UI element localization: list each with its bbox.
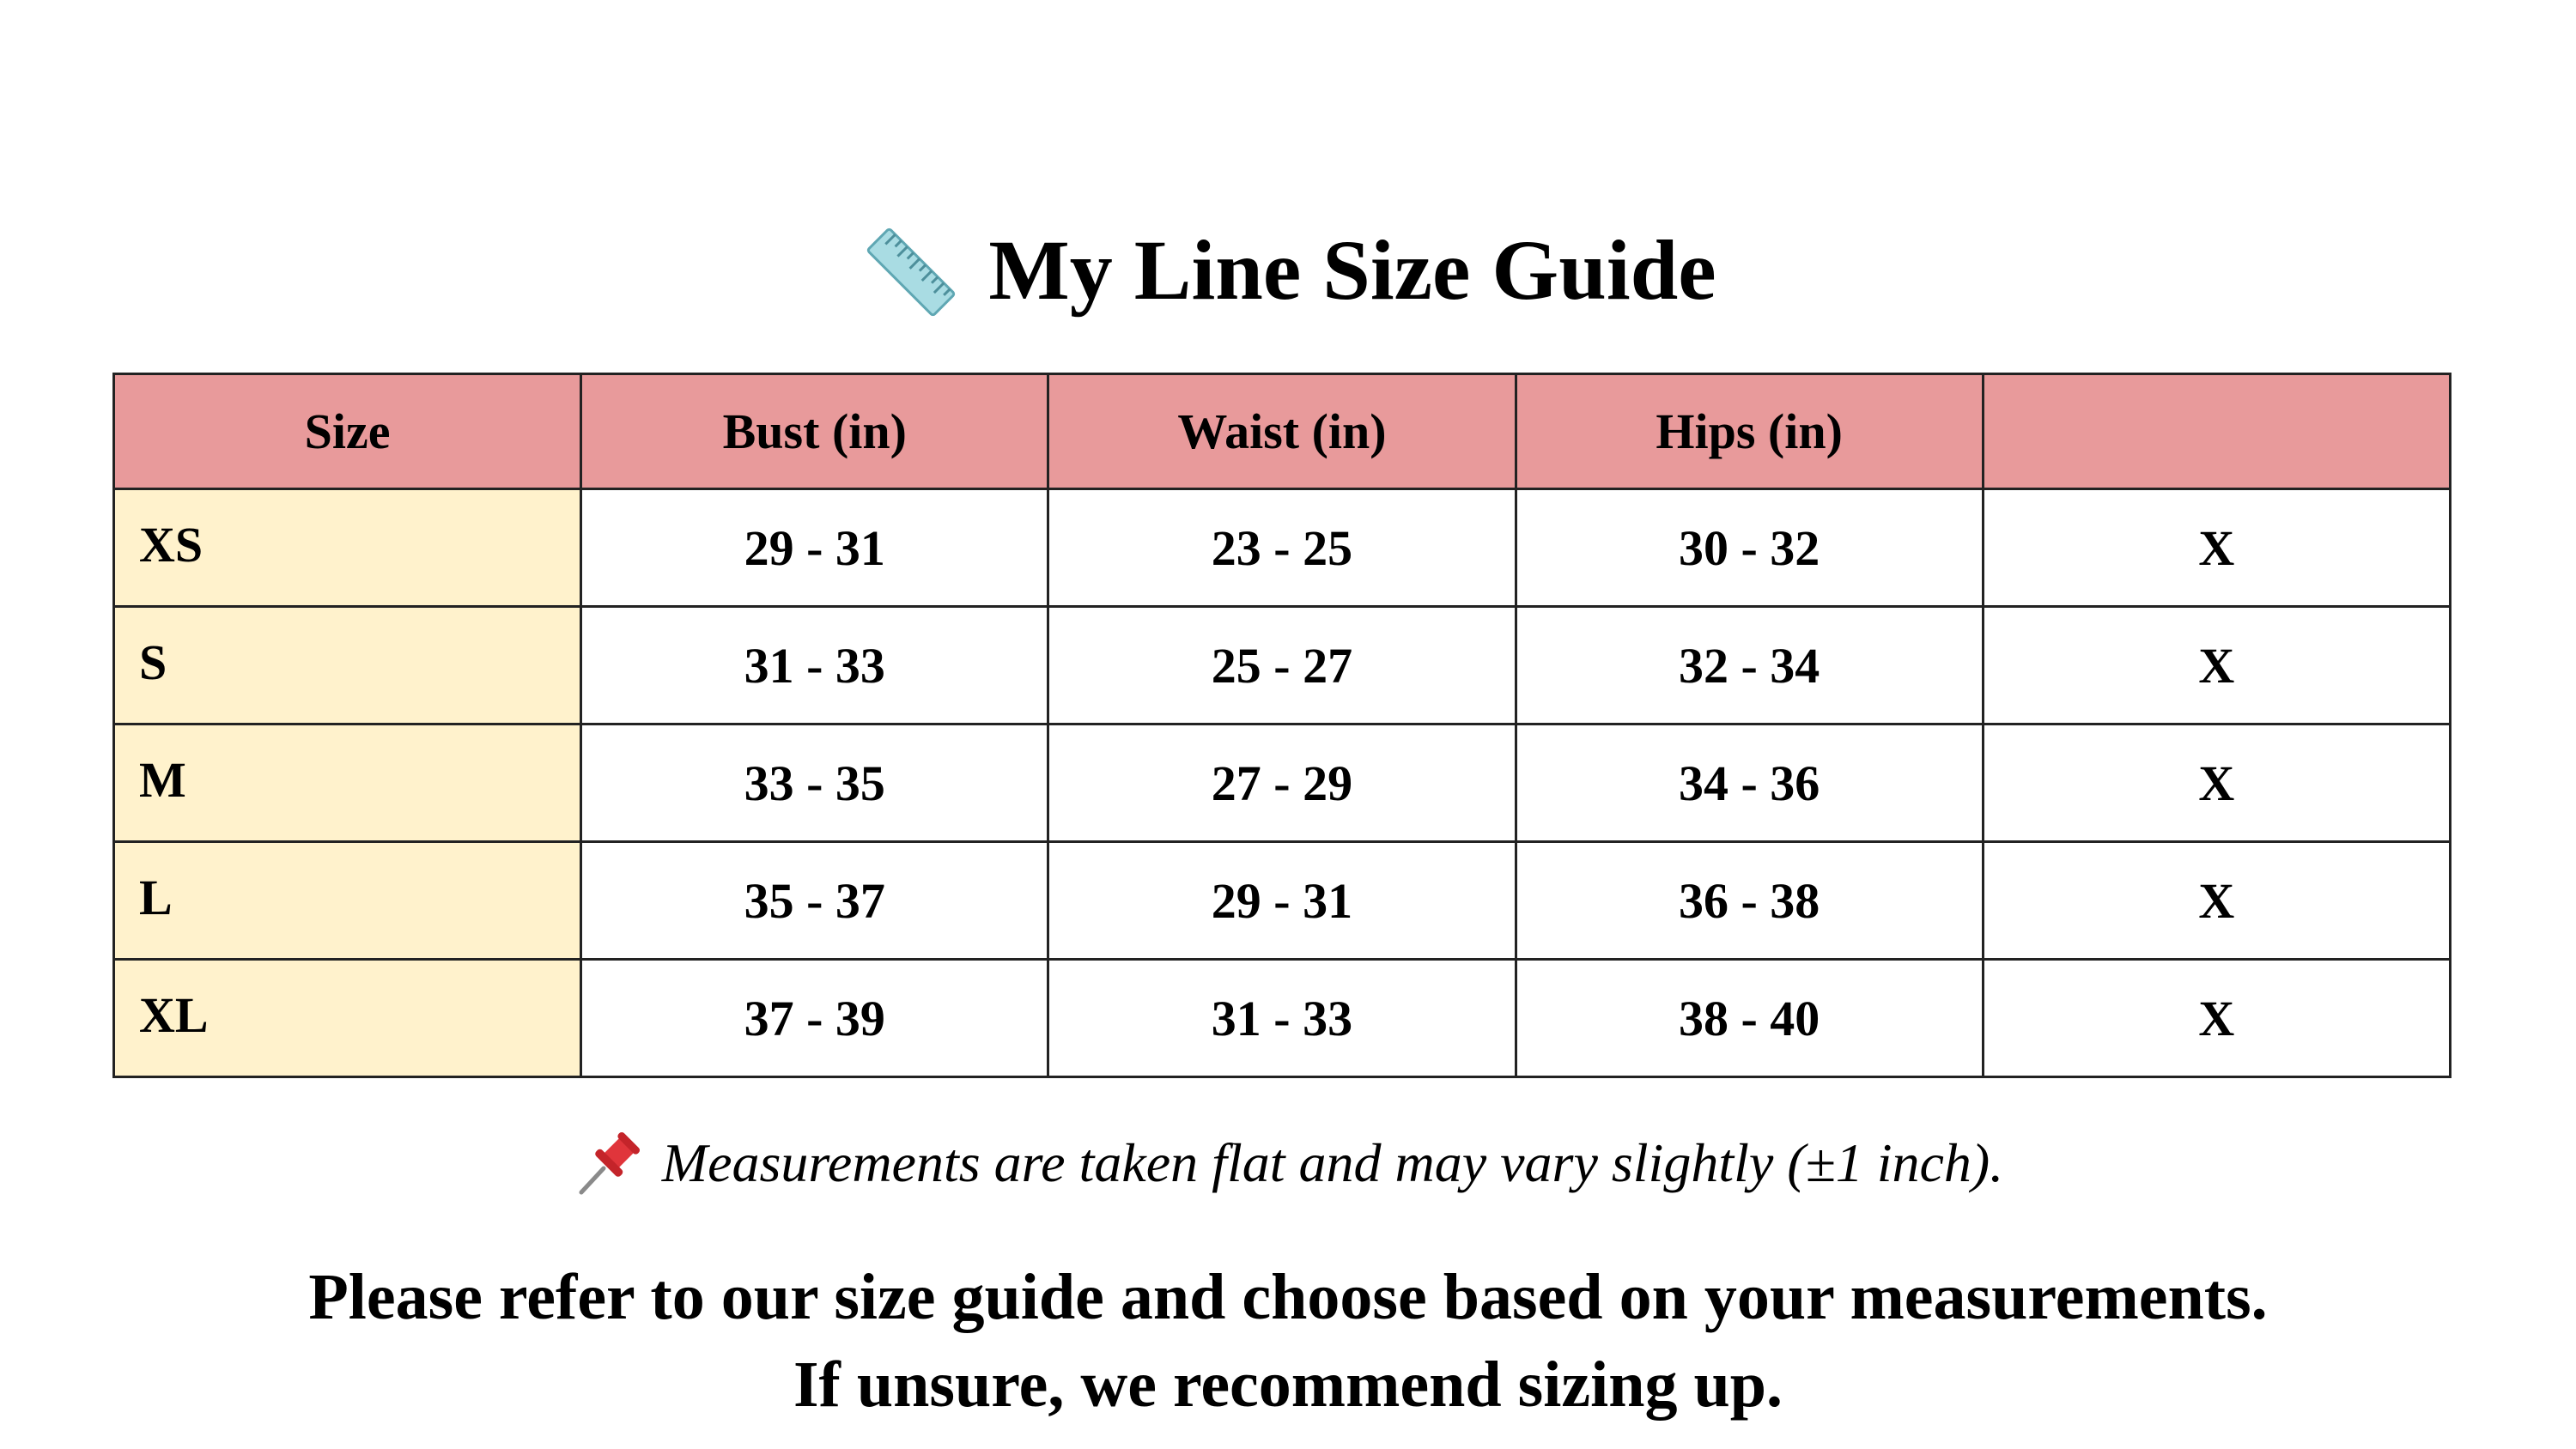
header-hips: Hips (in)	[1516, 374, 1983, 489]
hips-value: 30 - 32	[1516, 489, 1983, 607]
bust-value: 35 - 37	[581, 842, 1048, 960]
bust-value: 31 - 33	[581, 607, 1048, 724]
table-row	[114, 607, 2451, 724]
table-row	[114, 489, 2451, 607]
waist-value: 27 - 29	[1048, 724, 1516, 842]
waist-value: 25 - 27	[1048, 607, 1516, 724]
table-row	[114, 842, 2451, 960]
header-bust: Bust (in)	[581, 374, 1048, 489]
bust-value: 29 - 31	[581, 489, 1048, 607]
waist-value: 23 - 25	[1048, 489, 1516, 607]
bust-value: 37 - 39	[581, 960, 1048, 1077]
ruler-icon	[860, 221, 963, 324]
hips-value: 38 - 40	[1516, 960, 1983, 1077]
pushpin-icon	[573, 1127, 645, 1199]
hips-value: 34 - 36	[1516, 724, 1983, 842]
header-waist: Waist (in)	[1048, 374, 1516, 489]
hips-value: 36 - 38	[1516, 842, 1983, 960]
table-row	[114, 960, 2451, 1077]
mark-value: X	[1983, 842, 2450, 960]
table-header-row	[114, 374, 2451, 489]
mark-value: X	[1983, 489, 2450, 607]
size-label: S	[114, 607, 581, 724]
mark-value: X	[1983, 960, 2450, 1077]
size-label: M	[114, 724, 581, 842]
measurement-note	[0, 1120, 2576, 1206]
header-size: Size	[114, 374, 581, 489]
mark-value: X	[1983, 724, 2450, 842]
footer-message	[0, 1253, 2576, 1428]
header-blank	[1983, 374, 2450, 489]
measurement-note-text: Measurements are taken flat and may vary slightly (±1 inch).	[661, 1132, 2004, 1193]
page-title-text: My Line Size Guide	[988, 222, 1716, 318]
bust-value: 33 - 35	[581, 724, 1048, 842]
footer-line-1: Please refer to our size guide and choose based on your measurements.	[308, 1261, 2268, 1333]
size-table	[112, 373, 2451, 1078]
page-title	[0, 206, 2576, 335]
mark-value: X	[1983, 607, 2450, 724]
size-label: L	[114, 842, 581, 960]
footer-line-2: If unsure, we recommend sizing up.	[793, 1349, 1783, 1421]
hips-value: 32 - 34	[1516, 607, 1983, 724]
size-label: XS	[114, 489, 581, 607]
waist-value: 31 - 33	[1048, 960, 1516, 1077]
size-label: XL	[114, 960, 581, 1077]
waist-value: 29 - 31	[1048, 842, 1516, 960]
table-row	[114, 724, 2451, 842]
